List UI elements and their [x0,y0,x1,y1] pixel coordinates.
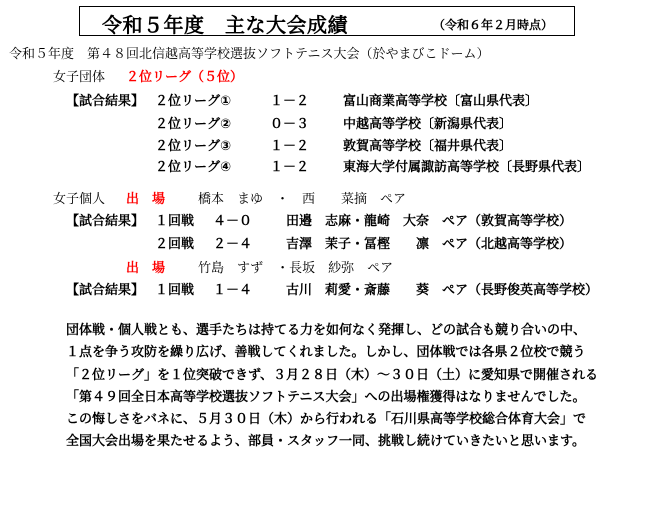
round-label: ２回戦 [155,237,195,252]
individual-results-label: 【試合結果】 [66,283,145,298]
round-label: ２位リーグ③ [155,139,232,154]
round-label: １回戦 [155,283,195,298]
opponent: 古川 莉愛・斎藤 葵 ペア（長野俊英高等学校） [286,283,599,298]
summary-line: １点を争う攻防を繰り広げ、善戦してくれました。しかし、団体戦では各県２位校で競う [66,345,586,360]
tournament-name: 令和５年度 第４８回北信越高等学校選抜ソフトテニス大会（於やまびこドーム） [9,47,490,62]
summary-line: この悔しさをバネに、５月３０日（木）から行われる「石川県高等学校総合体育大会」で [66,412,587,427]
opponent: 富山商業高等学校〔富山県代表〕 [343,94,539,109]
team-results-label: 【試合結果】 [66,94,145,109]
score: １－２ [270,160,310,175]
opponent: 吉澤 茉子・冨樫 凛 ペア（北越高等学校） [286,237,573,252]
individual-results-label: 【試合結果】 [66,214,145,229]
summary-line: 団体戦・個人戦とも、選手たちは持てる力を如何なく発揮し、どの試合も競り合いの中、 [66,323,587,338]
summary-line: 全国大会出場を果たせるよう、部員・スタッフ一同、挑戦し続けていきたいと思います。 [66,434,585,449]
round-label: ２位リーグ② [155,117,232,132]
summary-line: 「２位リーグ」を１位突破できず、３月２８日（木）～３０日（土）に愛知県で開催される [66,368,598,383]
score: １－２ [270,139,310,154]
date-note: （令和６年２月時点） [433,18,554,32]
entry-label: 出 場 [126,192,166,207]
opponent: 田邉 志麻・龍崎 大奈 ペア（敦賀高等学校） [286,214,573,229]
score: １－４ [213,283,253,298]
team-label: 女子団体 [53,70,106,85]
score: ０－３ [270,117,310,132]
pair-players: 竹島 すず ・長坂 紗弥 ペア [198,261,394,276]
opponent: 東海大学付属諏訪高等学校〔長野県代表〕 [343,160,591,175]
pair-players: 橋本 まゆ ・ 西 菜摘 ペア [198,192,407,207]
score: ４－０ [213,214,253,229]
individual-label: 女子個人 [53,192,106,207]
opponent: 敦賀高等学校〔福井県代表〕 [343,139,513,154]
page-title: 令和５年度 主な大会成績 [102,13,348,37]
entry-label: 出 場 [126,261,166,276]
score: ２－４ [213,237,253,252]
title-box [79,6,575,36]
summary-line: 「第４９回全日本高等学校選抜ソフトテニス大会」への出場権獲得はなりませんでした。 [66,390,586,405]
team-result: ２位リーグ（５位） [126,70,244,85]
score: １－２ [270,94,310,109]
round-label: ２位リーグ④ [155,160,232,175]
round-label: ２位リーグ① [155,94,232,109]
opponent: 中越高等学校〔新潟県代表〕 [343,117,513,132]
round-label: １回戦 [155,214,195,229]
